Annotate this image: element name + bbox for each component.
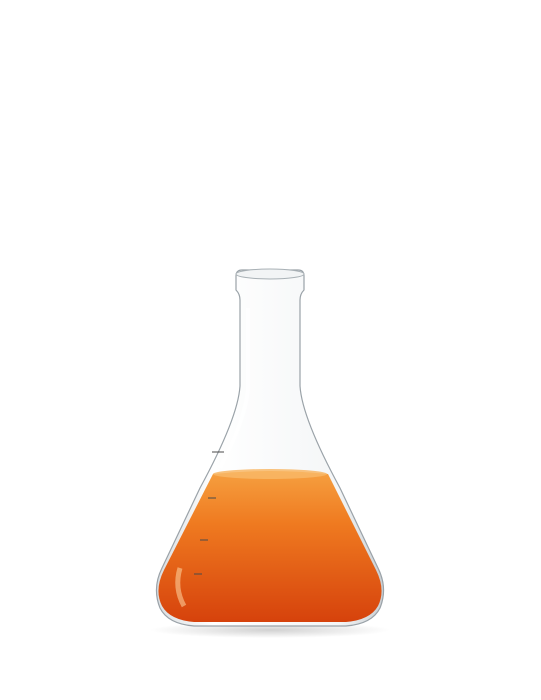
flask-rim xyxy=(236,269,304,279)
top-decorative-circle xyxy=(225,0,315,43)
liquid-surface xyxy=(213,469,327,479)
publication-meta xyxy=(0,57,541,73)
flask-liquid xyxy=(158,471,381,622)
erlenmeyer-flask-image xyxy=(150,268,390,638)
